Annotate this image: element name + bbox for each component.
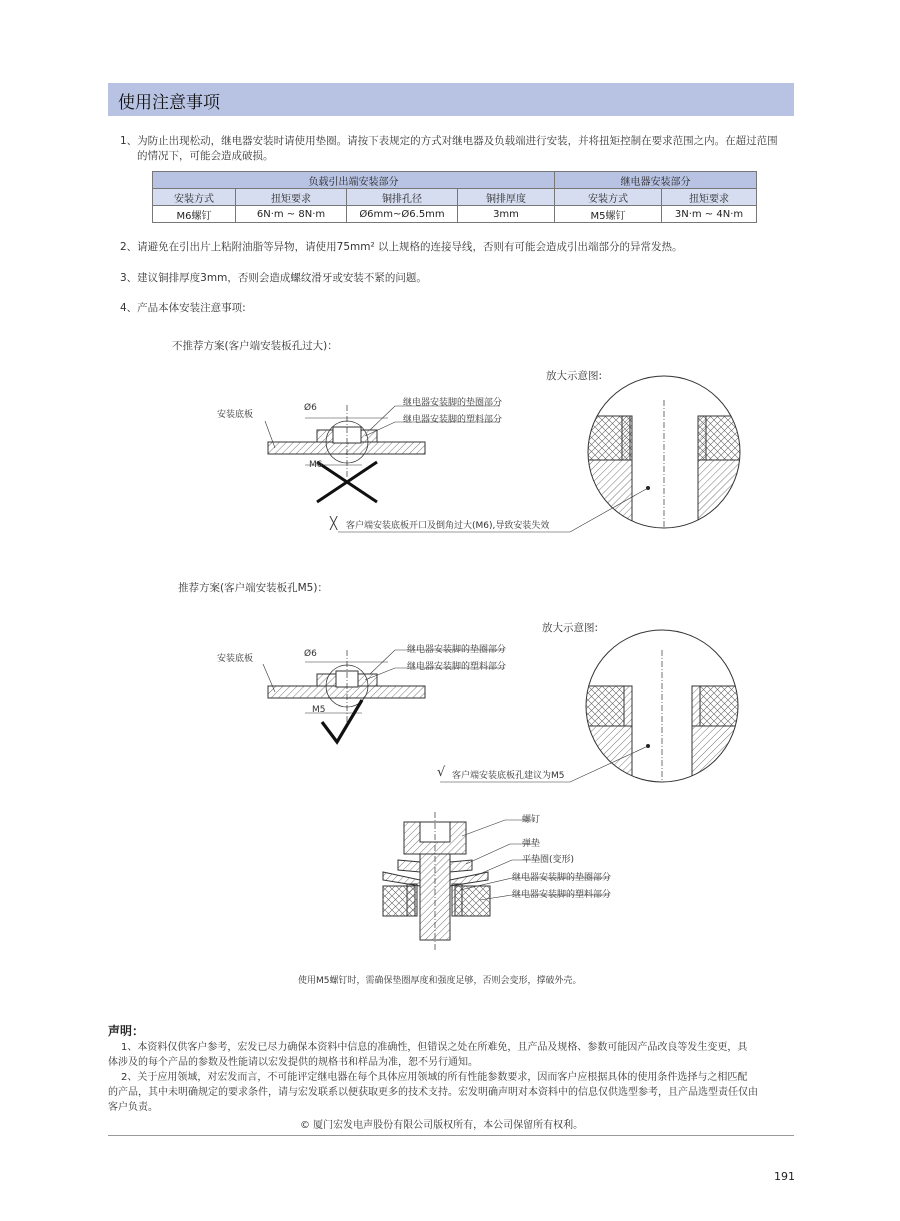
footer-divider [108, 1135, 794, 1136]
statement-p2-line2: 的产品，其中未明确规定的要求条件，请与宏发联系以便获取更多的技术支持。宏发明确声明对本资料中的信息仅供选型参考，且产品选型责任仅由 [108, 1087, 758, 1098]
label-phi6: Ø6 [304, 403, 317, 413]
label-washer-part: 继电器安装脚的垫圈部分 [403, 398, 503, 408]
label-phi6: Ø6 [304, 649, 317, 659]
page-number: 191 [774, 1170, 795, 1183]
spring-washer [398, 860, 420, 872]
table-header: 安装方式 [555, 189, 662, 206]
table-cell: M6螺钉 [153, 206, 236, 223]
label-spring-washer: 弹垫 [522, 839, 541, 849]
statement-heading: 声明： [108, 1024, 145, 1038]
note-4: 4、产品本体安装注意事项: [120, 302, 246, 314]
pass-icon: √ [437, 765, 446, 780]
label-mounting-base: 安装底板 [217, 410, 254, 420]
diagram-1-zoom-label: 放大示意图: [546, 370, 603, 382]
relay-washer-right [452, 884, 462, 916]
table-group-left: 负载引出端安装部分 [153, 172, 555, 189]
copyright: © 厦门宏发电声股份有限公司版权所有，本公司保留所有权利。 [300, 1120, 584, 1131]
label-flat-washer: 平垫圈(变形) [522, 855, 575, 865]
table-header: 铜排厚度 [458, 189, 555, 206]
note-1-line-2: 的情况下，可能会造成破损。 [137, 150, 274, 162]
spring-washer [450, 860, 472, 872]
fail-icon: ╳ [330, 516, 338, 530]
table-cell: 3mm [458, 206, 555, 223]
statement-p2-line3: 客户负责。 [108, 1102, 158, 1113]
table-cell: M5螺钉 [555, 206, 662, 223]
label-washer-part: 继电器安装脚的垫圈部分 [512, 873, 612, 883]
relay-washer-left [407, 884, 417, 916]
label-mounting-base: 安装底板 [217, 654, 254, 664]
table-cell: 3N·m ~ 4N·m [662, 206, 757, 223]
label-plastic-part: 继电器安装脚的塑料部分 [407, 662, 507, 672]
table-group-right: 继电器安装部分 [555, 172, 757, 189]
table-cell: 6N·m ~ 8N·m [236, 206, 347, 223]
label-washer-part: 继电器安装脚的垫圈部分 [407, 645, 507, 655]
table-header: 扭矩要求 [662, 189, 757, 206]
label-hole-size: M6 [309, 460, 323, 470]
diagram-1-caption: 不推荐方案(客户端安装板孔过大)： [172, 340, 338, 352]
table-cell: Ø6mm~Ø6.5mm [347, 206, 458, 223]
label-plastic-part: 继电器安装脚的塑料部分 [512, 890, 612, 900]
label-plastic-part: 继电器安装脚的塑料部分 [403, 415, 503, 425]
statement-p1-line1: 1、本资料仅供客户参考，宏发已尽力确保本资料中信息的准确性，但错误之处在所难免，且产品及规格、参数可能因产品改良等发生变更，具 [121, 1042, 748, 1053]
diagram-2-zoom-label: 放大示意图: [542, 622, 599, 634]
note-1-line-1: 1、为防止出现松动，继电器安装时请使用垫圈。请按下表规定的方式对继电器及负载端进行安装，并将扭矩控制在要求范围之内。在超过范围 [120, 135, 778, 147]
diagram-2-caption: 推荐方案(客户端安装板孔M5)： [178, 582, 328, 594]
label-screw: 螺钉 [522, 815, 541, 825]
statement-p1-line2: 体涉及的每个产品的参数及性能请以宏发提供的规格书和样品为准，恕不另行通知。 [108, 1057, 478, 1068]
table-header: 扭矩要求 [236, 189, 347, 206]
note-3: 3、建议铜排厚度3mm，否则会造成螺纹滑牙或安装不紧的问题。 [120, 272, 427, 284]
note-2: 2、请避免在引出片上粘附油脂等异物，请使用75mm² 以上规格的连接导线，否则有可能会造成引出端部分的异常发热。 [120, 241, 683, 253]
diagram-3-caption: 使用M5螺钉时，需确保垫圈厚度和强度足够，否则会变形，撑破外壳。 [298, 976, 582, 986]
table-header: 安装方式 [153, 189, 236, 206]
diagram-1-result: 客户端安装底板开口及倒角过大(M6),导致安装失效 [346, 521, 550, 531]
table-header: 铜排孔径 [347, 189, 458, 206]
statement-p2-line1: 2、关于应用领域，对宏发而言，不可能评定继电器在每个具体应用领域的所有性能参数要求，因而客户应根据具体的使用条件选择与之相匹配 [121, 1072, 748, 1083]
label-hole-size: M5 [312, 705, 326, 715]
diagram-2-result: 客户端安装底板孔建议为M5 [452, 771, 565, 781]
page-title: 使用注意事项 [118, 93, 220, 113]
